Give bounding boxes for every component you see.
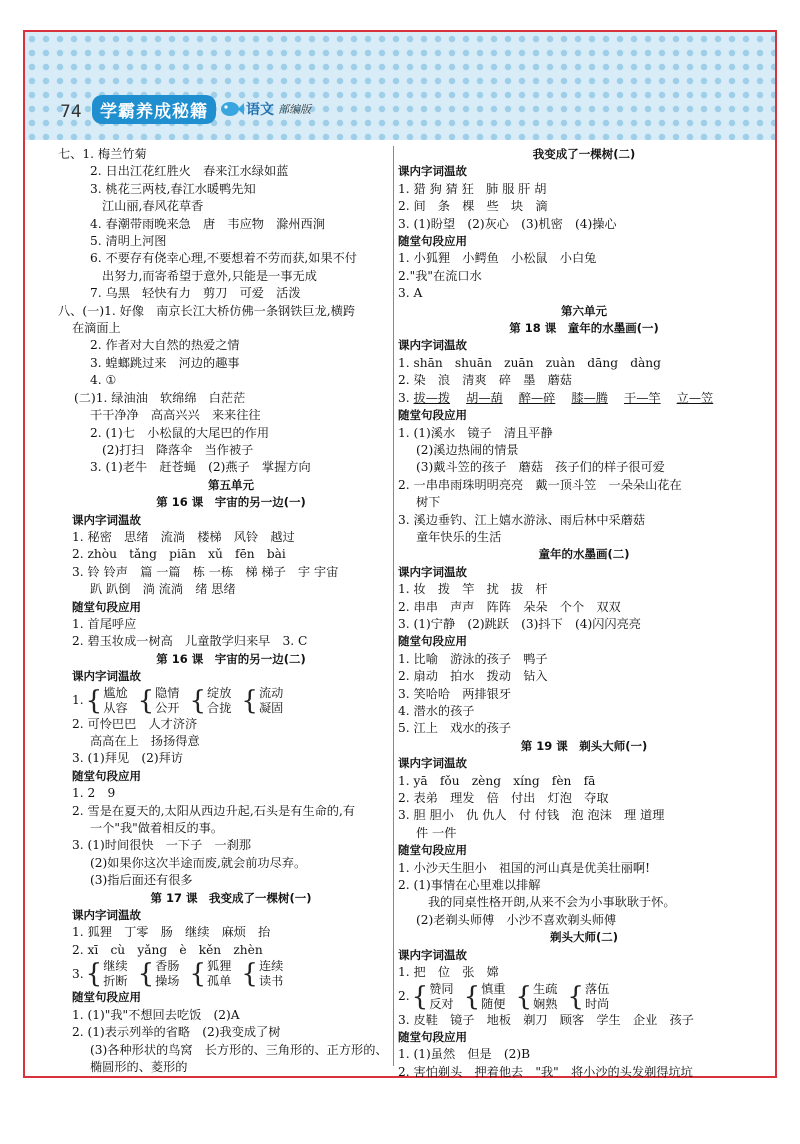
answer-line: 椭圆形的、菱形的 <box>90 1059 188 1074</box>
answer-line: 2. 染 浪 清爽 碎 墨 蘑菇 <box>398 373 572 388</box>
word-pair: { 尴尬 从容 <box>85 685 128 716</box>
answer-line: 一个"我"做着相反的事。 <box>90 821 224 836</box>
answer-line: 2. (1)事情在心里难以排解 <box>398 878 541 893</box>
word-pair: { 隐情 公开 <box>137 685 180 716</box>
word-pair: { 慎重 随便 <box>463 981 506 1012</box>
answer-line: 1. 2 9 <box>72 786 116 801</box>
answer-line: (2)如果你这次半途而废,就会前功尽弃。 <box>90 855 307 870</box>
word-pair: { 连续 读书 <box>241 959 284 990</box>
answer-line: 1. (1)"我"不想回去吃饭 (2)A <box>72 1007 240 1022</box>
word-pair: { 继续 折断 <box>85 959 128 990</box>
answer-line: 1. 首尾呼应 <box>72 616 137 631</box>
answer-line: 3. (1)拜见 (2)拜访 <box>72 751 183 766</box>
answer-line: 干干净净 高高兴兴 来来往往 <box>90 408 261 423</box>
brand-edition: 部编版 <box>278 103 311 116</box>
answer-line: 3. 桃花三两枝,春江水暖鸭先知 <box>90 181 256 196</box>
item-number: 1. <box>72 692 84 707</box>
answer-line: 童年快乐的生活 <box>416 529 502 544</box>
lesson-heading: 第 16 课 宇宙的另一边(一) <box>156 495 306 510</box>
answer-line: 1. 妆 拨 竿 扰 拔 杆 <box>398 582 548 597</box>
answer-line: 八、(一)1. 好像 南京长江大桥仿佛一条钢铁巨龙,横跨 <box>58 303 356 318</box>
answer-line: 3. 皮鞋 镜子 地板 剃刀 顾客 学生 企业 孩子 <box>398 1012 694 1027</box>
item-number: 3. <box>72 966 84 981</box>
answer-line: 2. 扇动 拍水 拨动 钻入 <box>398 669 548 684</box>
word-pair: { 狐狸 孤单 <box>189 959 232 990</box>
section-heading: 课内字词温故 <box>398 756 467 771</box>
brand-subject: 语文 <box>246 102 274 118</box>
column-divider <box>393 146 394 1066</box>
lesson-heading: 第 19 课 剃头大师(一) <box>520 738 648 753</box>
answer-line: 2. 表弟 理发 倍 付出 灯泡 夺取 <box>398 791 609 806</box>
answer-line: 2. 作者对大自然的热爱之情 <box>90 338 240 353</box>
answer-line: 1. 秘密 思绪 流淌 楼梯 风铃 越过 <box>72 529 295 544</box>
underlined-pair: 醉—碎 <box>518 390 556 405</box>
section-heading: 课内字词温故 <box>72 669 141 684</box>
brand-title: 学霸养成秘籍 <box>92 95 216 124</box>
answer-line: 出努力,而寄希望于意外,只能是一事无成 <box>102 268 317 283</box>
underlined-pair: 拔—拨 <box>413 390 451 405</box>
section-heading: 随堂句段应用 <box>398 843 467 858</box>
underlined-pair: 干—竿 <box>624 390 661 405</box>
answer-line: 3. 胆 胆小 仇 仇人 付 付钱 泡 泡沫 理 道理 <box>398 808 665 823</box>
section-heading: 随堂句段应用 <box>398 234 467 249</box>
answer-line: 2. 可怜巴巴 人才济济 <box>72 716 198 731</box>
answer-line: 3. (1)宁静 (2)跳跃 (3)抖下 (4)闪闪亮亮 <box>398 616 641 631</box>
section-heading: 课内字词温故 <box>398 164 467 179</box>
answer-line: 7. 乌黑 轻快有力 剪刀 可爱 活泼 <box>90 286 301 301</box>
lesson-heading: 第 16 课 宇宙的另一边(二) <box>156 651 306 666</box>
section-heading: 随堂句段应用 <box>398 408 467 423</box>
right-column <box>398 146 770 1081</box>
answer-line: 4. 春潮带雨晚来急 唐 韦应物 滁州西涧 <box>90 216 325 231</box>
section-heading: 随堂句段应用 <box>72 990 141 1005</box>
brace-group <box>398 982 770 1012</box>
answer-line: 件 一件 <box>416 825 457 840</box>
answer-line: 1. 猎 狗 猜 狂 肺 服 肝 胡 <box>398 181 547 196</box>
lesson-heading: 第 18 课 童年的水墨画(一) <box>509 321 659 336</box>
brace-group <box>72 959 390 989</box>
answer-line: 6. 不要存有侥幸心理,不要想着不劳而获,如果不付 <box>90 251 357 266</box>
answer-line: 七、1. 梅兰竹菊 <box>58 147 147 161</box>
lesson-heading: 童年的水墨画(二) <box>538 547 630 562</box>
section-heading: 课内字词温故 <box>398 947 467 962</box>
answer-line: 2. zhòu tǎng piān xǔ fēn bài <box>72 547 286 562</box>
word-pair: { 落伍 时尚 <box>567 981 610 1012</box>
answer-line: 2. 害怕剃头 押着他去 "我" 将小沙的头发剃得坑坑 <box>398 1064 693 1079</box>
answer-line: 1. 比喻 游泳的孩子 鸭子 <box>398 651 548 666</box>
unit-heading: 第五单元 <box>208 477 254 492</box>
word-pair: { 赞同 反对 <box>411 981 454 1012</box>
answer-line: (3)戴斗笠的孩子 蘑菇 孩子们的样子很可爱 <box>416 460 665 475</box>
section-heading: 课内字词温故 <box>72 512 141 527</box>
answer-line: (2)老剃头师傅 小沙不喜欢剃头师傅 <box>416 912 617 927</box>
answer-line: (3)指后面还有很多 <box>90 873 193 888</box>
answer-line: 4. ① <box>90 373 117 388</box>
answer-line: 2. (1)表示列举的省略 (2)我变成了树 <box>72 1025 281 1040</box>
answer-line: (2)打扫 降落伞 当作被子 <box>102 442 254 457</box>
answer-line: 2. (1)七 小松鼠的大尾巴的作用 <box>90 425 270 440</box>
answer-line: 1. (1)虽然 但是 (2)B <box>398 1047 531 1062</box>
answer-line: 1. 小沙天生胆小 祖国的河山真是优美壮丽啊! <box>398 860 650 875</box>
brand-banner <box>92 96 311 122</box>
word-pair: { 生疏 娴熟 <box>515 981 558 1012</box>
answer-line: 1. 小狐狸 小鳄鱼 小松鼠 小白兔 <box>398 251 597 266</box>
answer-line: 5. 清明上河图 <box>90 234 167 249</box>
answer-line: 3. A <box>398 286 423 301</box>
answer-line: 我的同桌性格开朗,从来不会为小事耿耿于怀。 <box>428 895 676 910</box>
answer-line: (3)各种形状的鸟窝 长方形的、三角形的、正方形的、 <box>90 1042 388 1057</box>
answer-line: 2. 串串 声声 阵阵 朵朵 个个 双双 <box>398 599 621 614</box>
answer-line: 高高在上 扬扬得意 <box>90 734 200 748</box>
answer-line: 3. (1)时间很快 一下子 一刹那 <box>72 838 252 853</box>
section-heading: 课内字词温故 <box>398 338 467 353</box>
lesson-heading: 剃头大师(二) <box>549 930 618 945</box>
answer-line: 江山丽,春风花草香 <box>102 199 204 214</box>
underlined-pair: 胡—葫 <box>466 390 503 405</box>
item-number: 2. <box>398 988 410 1003</box>
word-pair: { 流动 凝固 <box>241 685 284 716</box>
answer-line: (二)1. 绿油油 软绵绵 白茫茫 <box>74 390 246 405</box>
answer-line: 1. yā fǒu zèng xíng fèn fā <box>398 773 596 788</box>
section-heading: 课内字词温故 <box>398 564 467 579</box>
answer-line: 3. (1)盼望 (2)灰心 (3)机密 (4)操心 <box>398 216 617 231</box>
section-heading: 随堂句段应用 <box>398 634 467 649</box>
word-pair: { 香肠 操场 <box>137 959 180 990</box>
section-heading: 随堂句段应用 <box>72 599 141 614</box>
section-heading: 随堂句段应用 <box>398 1029 467 1044</box>
answer-line: 1. (1)溪水 镜子 清且平静 <box>398 425 553 440</box>
answer-line: 2. xī cù yǎng è kěn zhèn <box>72 942 263 957</box>
answer-line: 3. 笑哈哈 两排银牙 <box>398 686 512 701</box>
answer-line: 趴 趴倒 淌 流淌 绪 思绪 <box>90 582 236 597</box>
brace-group <box>72 686 390 716</box>
lesson-heading: 我变成了一棵树(二) <box>532 147 636 161</box>
answer-line: 3. 溪边垂钓、江上嬉水游泳、雨后林中采蘑菇 <box>398 512 646 527</box>
answer-line: 2. 日出江花红胜火 春来江水绿如蓝 <box>90 164 289 179</box>
underlined-pair: 立—笠 <box>676 390 714 405</box>
answer-line: 2."我"在流口水 <box>398 268 482 283</box>
answer-line: 树下 <box>416 495 441 510</box>
left-column <box>58 146 390 1076</box>
answer-line: 3. 蝗螂跳过来 河边的趣事 <box>90 355 240 370</box>
answer-line: (2)溪边热闹的情景 <box>416 442 519 457</box>
section-heading: 随堂句段应用 <box>72 768 141 783</box>
answer-line: 2. 碧玉妆成一树高 儿童散学归来早 3. C <box>72 634 308 649</box>
answer-line: 1. shān shuān zuān zuàn dāng dàng <box>398 355 661 370</box>
underlined-pair: 膝—腾 <box>571 390 608 405</box>
answer-line: 3. 铃 铃声 篇 一篇 栋 一栋 梯 梯子 宇 宇宙 <box>72 564 339 579</box>
answer-line: 2. 间 条 棵 些 块 滴 <box>398 199 548 214</box>
lesson-heading: 第 17 课 我变成了一棵树(一) <box>150 890 312 905</box>
unit-heading: 第六单元 <box>561 303 607 318</box>
page-number: 74 <box>60 102 82 122</box>
answer-line: 在滴面上 <box>72 321 121 336</box>
answer-line: 1. 狐狸 丁零 肠 继续 麻烦 抬 <box>72 925 271 940</box>
answer-line: 5. 江上 戏水的孩子 <box>398 721 512 736</box>
answer-line: 4. 潜水的孩子 <box>398 704 475 718</box>
fish-icon <box>218 99 244 119</box>
answer-line: 3. 拔—拨 胡—葫 醉—碎 膝—腾 干—竿 立—笠 <box>398 390 714 405</box>
word-pair: { 绽放 合拢 <box>189 685 232 716</box>
answer-line: 2. 一串串雨珠明明亮亮 戴一顶斗笠 一朵朵山花在 <box>398 477 682 492</box>
answer-line: 2. 雪是在夏天的,太阳从西边升起,石头是有生命的,有 <box>72 803 356 818</box>
answer-line: 1. 把 位 张 嫦 <box>398 965 499 980</box>
answer-line: 3. (1)老牛 赶苍蝇 (2)燕子 掌握方向 <box>90 460 311 475</box>
section-heading: 课内字词温故 <box>72 908 141 923</box>
